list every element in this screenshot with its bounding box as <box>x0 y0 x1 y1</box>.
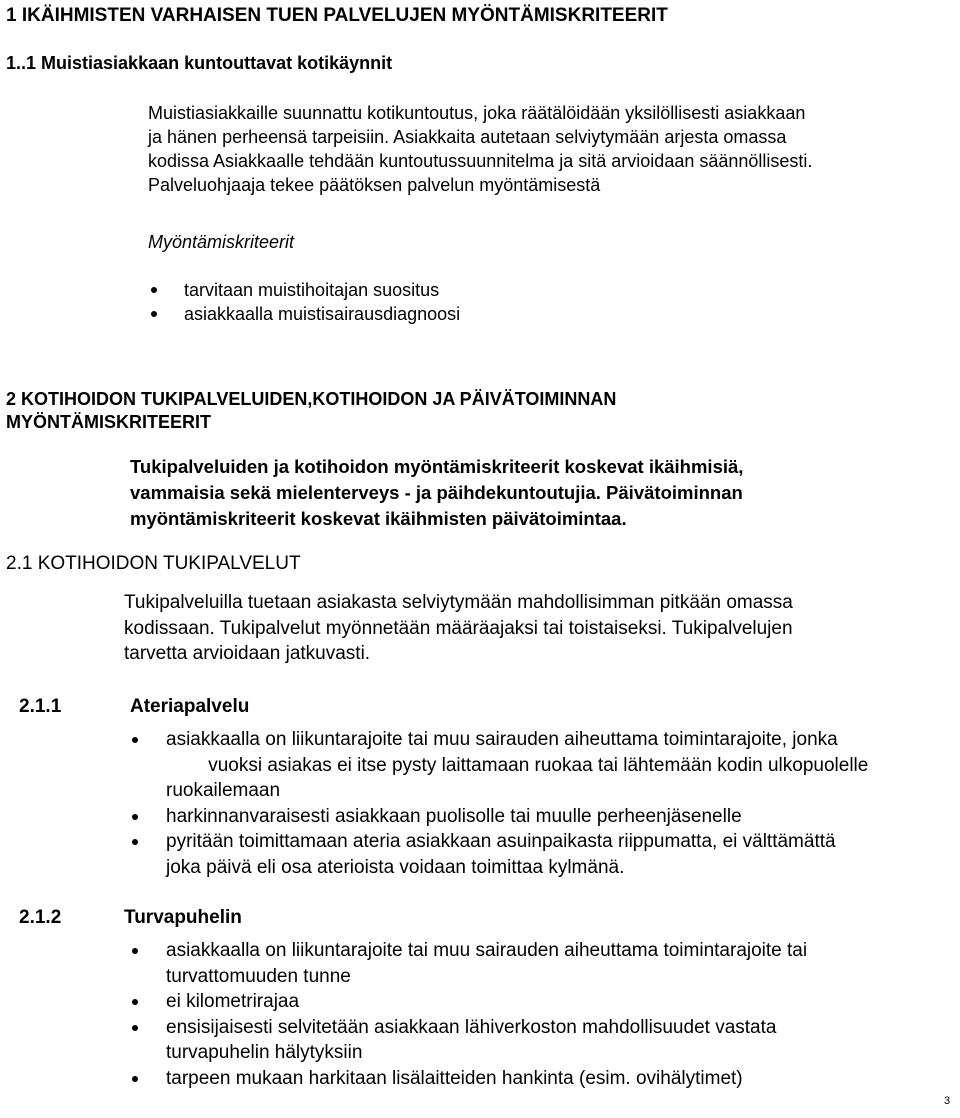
intro-line: myöntämiskriteerit koskevat ikäihmisten päivätoimintaa. <box>130 508 627 529</box>
subsection-2-1-1-number: 2.1.1 <box>19 696 62 717</box>
list-item-text: vuoksi asiakas ei itse pysty laittamaan ruokaa tai lähtemään kodin ulkopuolelle <box>166 754 869 776</box>
heading-line: MYÖNTÄMISKRITEERIT <box>6 412 211 432</box>
paragraph-line: Tukipalveluilla tuetaan asiakasta selviytymään mahdollisimman pitkään omassa <box>124 592 793 613</box>
heading-line: 2 KOTIHOIDON TUKIPALVELUIDEN,KOTIHOIDON JA PÄIVÄTOIMINNAN <box>6 389 617 409</box>
subsection-2-1-1-title: Ateriapalvelu <box>130 696 250 717</box>
bullet-icon <box>132 839 138 845</box>
paragraph-line: kodissa Asiakkaalle tehdään kuntoutussuunnitelma ja sitä arvioidaan säännöllisesti. <box>148 151 813 171</box>
page-number: 3 <box>944 1095 951 1107</box>
list-item-text: joka päivä eli osa aterioista voidaan toimittaa kylmänä. <box>166 856 625 878</box>
list-item-text: asiakkaalla on liikuntarajoite tai muu sairauden aiheuttama toimintarajoite, jonka <box>166 729 838 750</box>
list-item-text: asiakkaalla muistisairausdiagnoosi <box>184 304 461 324</box>
list-item <box>130 829 868 880</box>
bullet-icon <box>132 999 138 1005</box>
list-item <box>148 278 460 302</box>
list-item-text: tarvitaan muistihoitajan suositus <box>184 280 440 300</box>
bullet-icon <box>132 1025 138 1031</box>
intro-line: vammaisia sekä mielenterveys - ja päihdekuntoutujia. Päivätoiminnan <box>130 482 743 503</box>
subsection-2-1-paragraph <box>124 590 793 667</box>
criteria-bullet-list <box>148 278 460 326</box>
list-item-text: ei kilometrirajaa <box>166 991 300 1012</box>
bullet-icon <box>132 1076 138 1082</box>
list-item <box>130 1066 807 1092</box>
turvapuhelin-bullet-list <box>130 938 807 1091</box>
list-item <box>130 989 807 1015</box>
list-item-text: turvattomuuden tunne <box>166 965 351 987</box>
list-item-text: turvapuhelin hälytyksiin <box>166 1042 363 1063</box>
subsection-1-1-heading: 1..1 Muistiasiakkaan kuntouttavat kotikäynnit <box>6 53 393 73</box>
bullet-icon <box>151 311 157 317</box>
paragraph-line: Muistiasiakkaille suunnattu kotikuntoutus, joka räätälöidään yksilöllisesti asiakkaan <box>148 103 806 123</box>
subsection-2-1-2-number: 2.1.2 <box>19 907 62 928</box>
subsection-2-1-heading: 2.1 KOTIHOIDON TUKIPALVELUT <box>6 553 301 574</box>
list-item <box>130 727 868 804</box>
list-item-text: pyritään toimittamaan ateria asiakkaan asuinpaikasta riippumatta, ei välttämättä <box>166 831 836 852</box>
paragraph-line: ja hänen perheensä tarpeisiin. Asiakkaita autetaan selviytymään arjesta omassa <box>148 127 787 147</box>
ateriapalvelu-bullet-list <box>130 727 868 880</box>
bullet-icon <box>151 287 157 293</box>
section-1-heading: 1 IKÄIHMISTEN VARHAISEN TUEN PALVELUJEN MYÖNTÄMISKRITEERIT <box>6 5 668 26</box>
paragraph-line: tarvetta arvioidaan jatkuvasti. <box>124 643 371 664</box>
list-item-text: ruokailemaan <box>166 780 281 801</box>
list-item <box>148 302 460 326</box>
section-2-heading <box>6 388 616 434</box>
list-item <box>130 804 868 830</box>
list-item <box>130 1015 807 1066</box>
bullet-icon <box>132 814 138 820</box>
list-item-text: harkinnanvaraisesti asiakkaan puolisolle tai muulle perheenjäsenelle <box>166 805 742 827</box>
section-2-intro <box>130 454 743 532</box>
bullet-icon <box>132 948 138 954</box>
paragraph-line: kodissaan. Tukipalvelut myönnetään määräajaksi tai toistaiseksi. Tukipalvelujen <box>124 617 793 639</box>
subsection-2-1-2-title: Turvapuhelin <box>124 907 242 928</box>
list-item-text: tarpeen mukaan harkitaan lisälaitteiden hankinta (esim. ovihälytimet) <box>166 1067 743 1089</box>
list-item-text: asiakkaalla on liikuntarajoite tai muu sairauden aiheuttama toimintarajoite tai <box>166 940 808 961</box>
list-item <box>130 938 807 989</box>
intro-line: Tukipalveluiden ja kotihoidon myöntämiskriteerit koskevat ikäihmisiä, <box>130 456 744 477</box>
subsection-1-1-paragraph <box>148 101 812 197</box>
bullet-icon <box>132 737 138 743</box>
criteria-label: Myöntämiskriteerit <box>148 232 295 252</box>
list-item-text: ensisijaisesti selvitetään asiakkaan lähiverkoston mahdollisuudet vastata <box>166 1016 777 1038</box>
paragraph-line: Palveluohjaaja tekee päätöksen palvelun myöntämisestä <box>148 175 601 195</box>
